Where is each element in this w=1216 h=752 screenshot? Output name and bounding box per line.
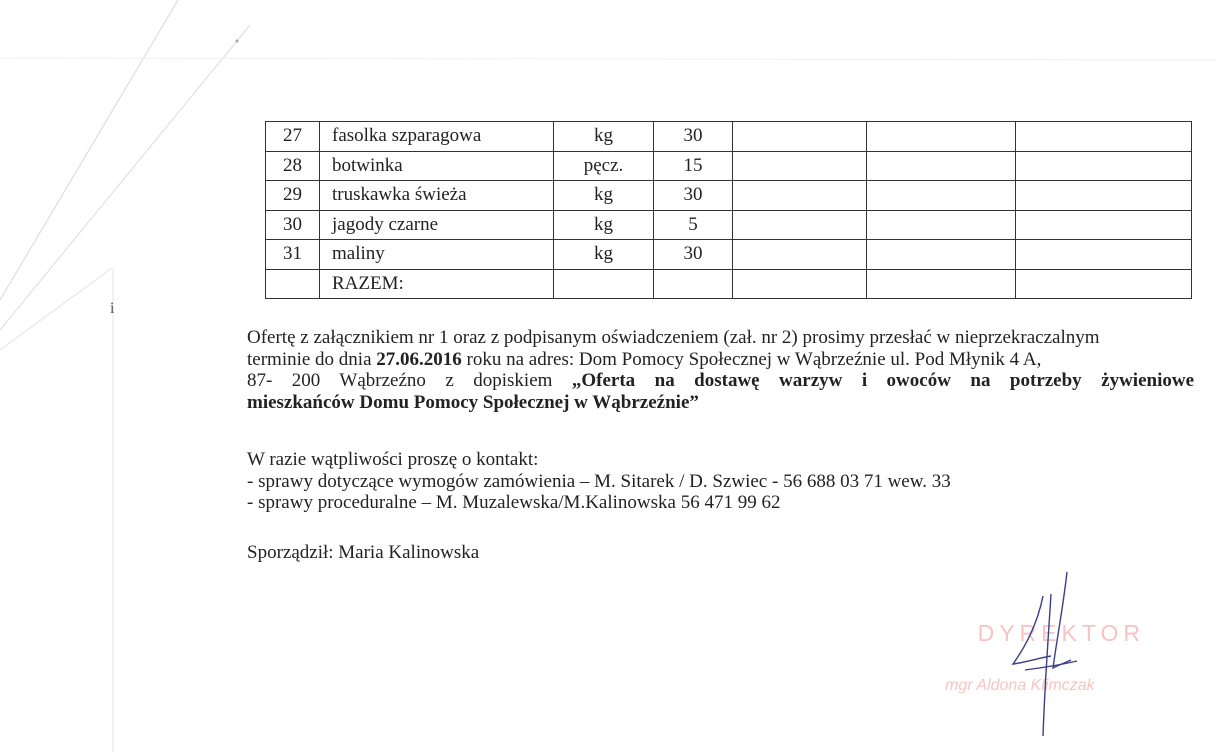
empty-cell (1016, 151, 1192, 181)
empty-cell (1016, 210, 1192, 240)
offer-line-3-start: 87- 200 Wąbrzeźno z dopiskiem (247, 370, 572, 391)
product-name: truskawka świeża (320, 181, 554, 211)
empty-cell (733, 269, 867, 299)
empty-cell (554, 269, 654, 299)
table-row (266, 210, 1192, 240)
table-row (266, 181, 1192, 211)
table-row (266, 122, 1192, 152)
row-number: 30 (266, 210, 320, 240)
stamp-name: mgr Aldona Klimczak (945, 677, 1095, 694)
empty-cell (867, 240, 1016, 270)
empty-cell (733, 210, 867, 240)
empty-cell (733, 122, 867, 152)
contact-section (247, 449, 1194, 514)
offer-line-3 (247, 370, 1194, 392)
contact-line-2: - sprawy proceduralne – M. Muzalewska/M.Kalinowska 56 471 99 62 (247, 492, 781, 513)
offer-line-1: Ofertę z załącznikiem nr 1 oraz z podpisanym oświadczeniem (zał. nr 2) prosimy przesłać w nieprzekraczalnym (247, 327, 1100, 348)
empty-cell (867, 122, 1016, 152)
offer-line-2-start: terminie do dnia (247, 348, 377, 370)
row-number: 31 (266, 240, 320, 270)
offer-paragraph (247, 327, 1194, 413)
empty-cell (733, 181, 867, 211)
unit: pęcz. (554, 151, 654, 181)
quantity: 30 (654, 240, 733, 270)
unit: kg (554, 181, 654, 211)
items-table (265, 121, 1192, 299)
product-name: jagody czarne (320, 210, 554, 240)
offer-subject-part-1: „Oferta na dostawę warzyw i owoców na potrzeby żywieniowe (571, 370, 1195, 391)
offer-address: roku na adres: Dom Pomocy Społecznej w Wąbrzeźnie ul. Pod Młynik 4 A, (461, 348, 1042, 370)
quantity: 15 (654, 151, 733, 181)
stamp-title: DYREKTOR (977, 620, 1145, 646)
offer-line-2 (247, 349, 1194, 371)
quantity: 30 (654, 181, 733, 211)
empty-cell (733, 240, 867, 270)
row-number: 28 (266, 151, 320, 181)
empty-cell (1016, 240, 1192, 270)
empty-cell (1016, 181, 1192, 211)
empty-cell (867, 181, 1016, 211)
table-row (266, 240, 1192, 270)
contact-line-1: - sprawy dotyczące wymogów zamówienia – M. Sitarek / D. Szwiec - 56 688 03 71 wew. 33 (247, 470, 951, 492)
empty-cell (654, 269, 733, 299)
table-row (266, 151, 1192, 181)
unit: kg (554, 240, 654, 270)
row-number: 27 (266, 122, 320, 152)
unit: kg (554, 210, 654, 240)
prepared-by: Sporządził: Maria Kalinowska (247, 542, 480, 563)
margin-mark: i (110, 300, 115, 317)
quantity: 5 (654, 210, 733, 240)
unit: kg (554, 122, 654, 152)
handwritten-signature (1005, 568, 1085, 748)
offer-subject-part-2: mieszkańców Domu Pomocy Społecznej w Wąbrzeźnie” (247, 391, 699, 413)
empty-cell (867, 210, 1016, 240)
empty-cell (867, 151, 1016, 181)
deadline-date: 27.06.2016 (376, 348, 462, 370)
product-name: fasolka szparagowa (320, 122, 554, 152)
product-name: maliny (320, 240, 554, 270)
empty-cell (1016, 269, 1192, 299)
empty-cell (266, 269, 320, 299)
empty-cell (733, 151, 867, 181)
total-row (266, 269, 1192, 299)
quantity: 30 (654, 122, 733, 152)
product-name: botwinka (320, 151, 554, 181)
offer-line-4 (247, 392, 1194, 414)
contact-intro: W razie wątpliwości proszę o kontakt: (247, 449, 539, 470)
empty-cell (867, 269, 1016, 299)
row-number: 29 (266, 181, 320, 211)
empty-cell (1016, 122, 1192, 152)
total-label: RAZEM: (320, 269, 554, 299)
